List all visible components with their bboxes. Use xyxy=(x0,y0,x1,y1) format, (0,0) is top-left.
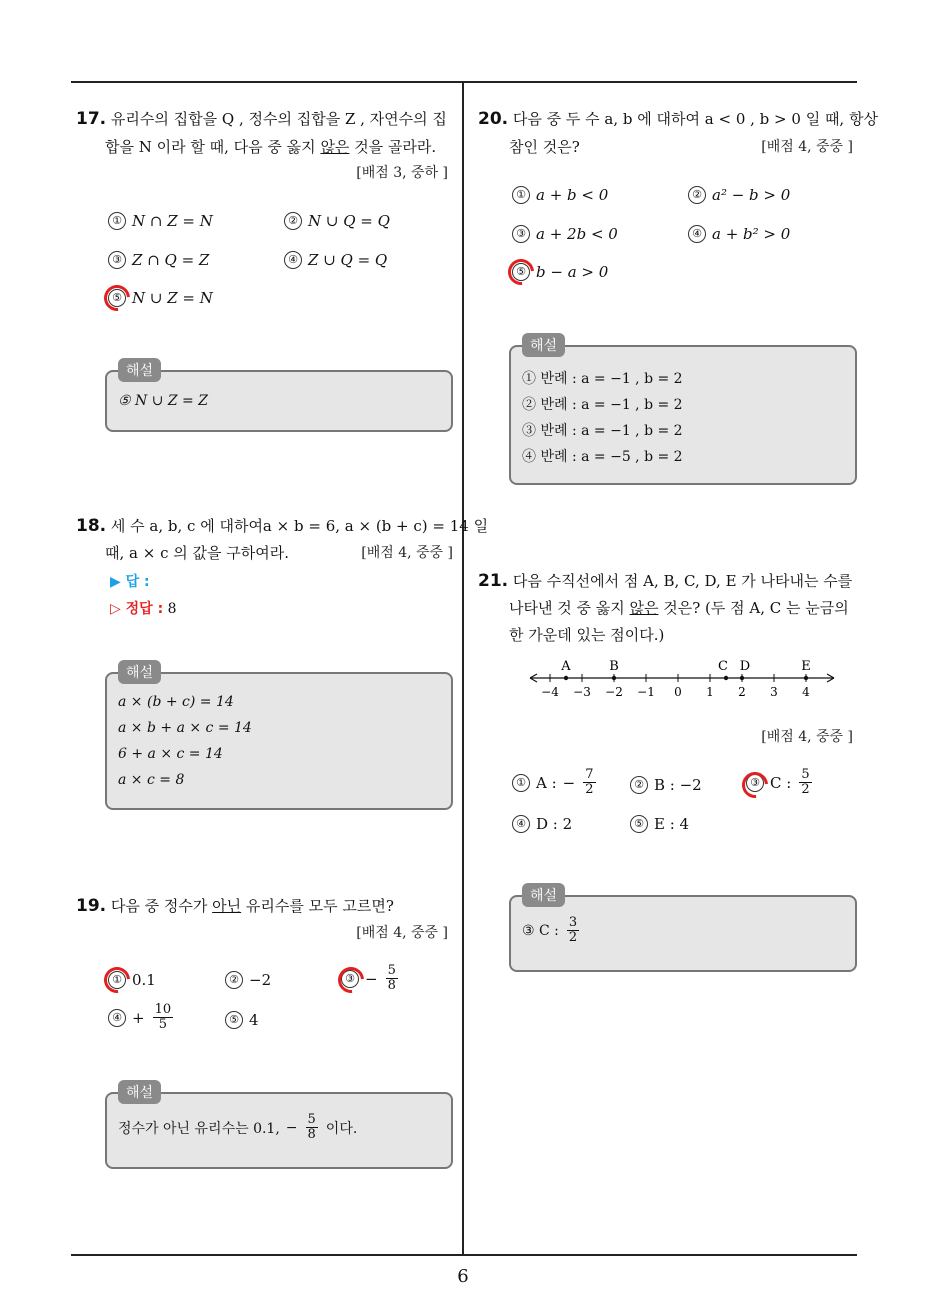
question-20-option-1[interactable] xyxy=(512,186,608,204)
option-number: ④ xyxy=(284,251,302,269)
option-number: ① xyxy=(512,774,530,792)
fraction-numerator: 5 xyxy=(307,1112,316,1127)
question-19-option-4[interactable] xyxy=(108,1003,175,1032)
question-21-option-2[interactable] xyxy=(630,776,702,794)
question-19-number: 19. xyxy=(76,896,107,916)
question-21-option-5[interactable] xyxy=(630,815,689,833)
question-21-line1 xyxy=(478,570,852,591)
question-17-option-3[interactable] xyxy=(108,251,209,269)
number-line xyxy=(526,656,846,700)
question-21-underlined: 않은 xyxy=(629,599,659,617)
option-number: ② xyxy=(225,971,243,989)
question-19-explanation xyxy=(118,1113,357,1142)
option-fraction xyxy=(386,964,398,993)
point-a-label: A xyxy=(561,659,571,674)
question-18-explanation-line-3: 6 + a × c = 14 xyxy=(118,746,223,762)
explanation-tab: 해설 xyxy=(522,333,565,357)
answer-label: ▶ 답 : xyxy=(110,574,150,590)
page-number: 6 xyxy=(457,1266,469,1287)
option-number: ⑤ xyxy=(630,815,648,833)
option-fraction xyxy=(583,768,595,797)
explanation-tab: 해설 xyxy=(522,883,565,907)
option-number: ③ xyxy=(512,225,530,243)
fraction-numerator: 5 xyxy=(387,963,396,978)
explanation-tab: 해설 xyxy=(118,660,161,684)
question-19-underlined: 아닌 xyxy=(212,897,242,915)
tick-label: −1 xyxy=(637,685,655,699)
point-c-dot xyxy=(724,676,728,680)
option-sign: − xyxy=(365,969,378,988)
question-21-score: [배점 4, 중중 ] xyxy=(761,729,853,745)
option-fraction xyxy=(153,1003,174,1032)
fraction-denominator: 2 xyxy=(568,930,578,945)
fraction-denominator: 8 xyxy=(307,1127,316,1142)
option-text: a + b < 0 xyxy=(536,186,609,204)
point-b-dot xyxy=(612,676,616,680)
fraction-denominator: 8 xyxy=(387,978,396,993)
option-number: ③ xyxy=(341,970,359,988)
question-20-explanation-line-2: ② 반례 : a = −1 , b = 2 xyxy=(522,397,683,413)
option-text: 4 xyxy=(249,1011,259,1029)
option-number: ③ xyxy=(746,774,764,792)
point-d-dot xyxy=(740,676,744,680)
question-17-underlined: 않은 xyxy=(320,138,350,156)
tick-label: 2 xyxy=(738,685,746,699)
option-text: a + 2b < 0 xyxy=(536,225,618,243)
tick-label: 3 xyxy=(770,685,778,699)
question-21-line2 xyxy=(509,597,849,618)
explanation-sign: − xyxy=(285,1119,298,1136)
question-18-explanation-line-1: a × (b + c) = 14 xyxy=(118,694,234,710)
explanation-label: ③ C : xyxy=(522,922,559,939)
question-20-explanation-line-4: ④ 반례 : a = −5 , b = 2 xyxy=(522,449,683,465)
question-20-option-4[interactable] xyxy=(688,225,790,243)
top-rule xyxy=(71,81,857,83)
tick-label: 4 xyxy=(802,685,810,699)
question-19-text-b: 유리수를 모두 고르면? xyxy=(241,897,394,915)
question-19-option-5[interactable] xyxy=(225,1011,259,1029)
option-fraction xyxy=(799,768,811,797)
point-c-label: C xyxy=(718,659,728,674)
question-18-text-1: 세 수 a, b, c 에 대하여a × b = 6, a × (b + c) = 14 일 xyxy=(110,517,489,535)
question-17-line2 xyxy=(105,136,436,157)
question-18-explanation-line-2: a × b + a × c = 14 xyxy=(118,720,252,736)
option-number: ④ xyxy=(108,1009,126,1027)
option-number: ① xyxy=(108,212,126,230)
question-21-option-4[interactable] xyxy=(512,815,572,833)
question-21-text-2a: 나타낸 것 중 옳지 xyxy=(509,599,630,617)
explanation-text-b: 이다. xyxy=(325,1120,358,1137)
tick-label: 0 xyxy=(674,685,682,699)
point-a-dot xyxy=(564,676,568,680)
bottom-rule xyxy=(71,1254,857,1256)
question-20-text-1: 다음 중 두 수 a, b 에 대하여 a < 0 , b > 0 일 때, 항상 xyxy=(512,110,878,128)
question-17-option-4[interactable] xyxy=(284,251,387,269)
explanation-text-a: 정수가 아닌 유리수는 0.1, xyxy=(118,1120,280,1137)
question-18-line2: 때, a × c 의 값을 구하여라. xyxy=(105,544,289,562)
option-text: B : −2 xyxy=(654,776,702,794)
option-sign: + xyxy=(132,1008,145,1027)
option-sign: − xyxy=(562,773,576,792)
point-d-label: D xyxy=(739,659,751,674)
question-17-text-2a: 합을 N 이라 할 때, 다음 중 옳지 xyxy=(105,138,321,156)
option-number: ① xyxy=(512,186,530,204)
explanation-fraction xyxy=(567,916,579,945)
question-19-line1 xyxy=(76,895,394,916)
fraction-denominator: 2 xyxy=(801,782,810,797)
question-20-option-2[interactable] xyxy=(688,186,790,204)
question-20-line1 xyxy=(478,108,878,129)
option-text: N ∪ Z = N xyxy=(132,289,213,307)
question-18-line1 xyxy=(76,515,488,536)
option-number: ① xyxy=(108,971,126,989)
column-divider xyxy=(462,82,464,1256)
question-21-text-2b: 것은? (두 점 A, C 는 눈금의 xyxy=(658,599,849,617)
question-21-text-1: 다음 수직선에서 점 A, B, C, D, E 가 나타내는 수를 xyxy=(512,572,853,590)
question-20-score: [배점 4, 중중 ] xyxy=(761,139,853,155)
fraction-numerator: 10 xyxy=(154,1002,172,1017)
tick-label: 1 xyxy=(706,685,714,699)
option-label: C : xyxy=(770,773,792,792)
question-17-option-1[interactable] xyxy=(108,212,213,230)
option-number: ④ xyxy=(512,815,530,833)
question-17-explanation: ⑤ N ∪ Z = Z xyxy=(118,393,208,409)
option-text: a² − b > 0 xyxy=(712,186,791,204)
question-21-number: 21. xyxy=(478,571,509,591)
question-20-line2: 참인 것은? xyxy=(509,138,580,156)
question-17-option-2[interactable] xyxy=(284,212,390,230)
point-e-dot xyxy=(804,676,808,680)
question-18-explanation-line-4: a × c = 8 xyxy=(118,772,185,788)
question-17-number: 17. xyxy=(76,109,107,129)
option-text: b − a > 0 xyxy=(536,263,609,281)
option-number: ③ xyxy=(108,251,126,269)
answer-circle-mark xyxy=(99,962,136,999)
explanation-tab: 해설 xyxy=(118,1080,161,1104)
question-17-line1 xyxy=(76,108,447,129)
question-18-score: [배점 4, 중중 ] xyxy=(361,545,453,561)
fraction-denominator: 2 xyxy=(585,782,594,797)
question-20-option-3[interactable] xyxy=(512,225,618,243)
question-17-text-1: 유리수의 집합을 Q , 정수의 집합을 Z , 자연수의 집 xyxy=(110,110,447,128)
answer-circle-mark xyxy=(99,280,136,317)
option-text: Z ∩ Q = Z xyxy=(132,251,210,269)
fraction-numerator: 3 xyxy=(568,915,578,930)
option-text: N ∪ Q = Q xyxy=(308,212,390,230)
option-number: ② xyxy=(284,212,302,230)
correct-answer-value: 8 xyxy=(167,601,177,617)
option-text: N ∩ Z = N xyxy=(132,212,213,230)
question-20-explanation-line-3: ③ 반례 : a = −1 , b = 2 xyxy=(522,423,683,439)
question-19-text-a: 다음 중 정수가 xyxy=(110,897,213,915)
tick-label: −3 xyxy=(573,685,591,699)
point-e-label: E xyxy=(801,659,811,674)
question-17-score: [배점 3, 중하 ] xyxy=(356,165,448,181)
option-text: Z ∪ Q = Q xyxy=(308,251,388,269)
point-b-label: B xyxy=(609,659,619,674)
option-number: ② xyxy=(630,776,648,794)
question-18-number: 18. xyxy=(76,516,107,536)
question-19-option-2[interactable] xyxy=(225,971,271,989)
option-text: E : 4 xyxy=(654,815,690,833)
option-label: A : xyxy=(536,773,557,792)
option-number: ⑤ xyxy=(108,289,126,307)
fraction-numerator: 5 xyxy=(801,767,810,782)
fraction-numerator: 7 xyxy=(585,767,594,782)
option-number: ⑤ xyxy=(512,263,530,281)
question-21-explanation xyxy=(522,916,581,945)
explanation-fraction xyxy=(306,1113,318,1142)
question-20-number: 20. xyxy=(478,109,509,129)
tick-label: −2 xyxy=(605,685,623,699)
answer-circle-mark xyxy=(503,254,540,291)
question-21-option-1[interactable] xyxy=(512,768,598,797)
option-text: a + b² > 0 xyxy=(712,225,791,243)
question-19-score: [배점 4, 중중 ] xyxy=(356,925,448,941)
option-text: D : 2 xyxy=(536,815,573,833)
explanation-tab: 해설 xyxy=(118,358,161,382)
option-number: ⑤ xyxy=(225,1011,243,1029)
option-number: ④ xyxy=(688,225,706,243)
option-text: 0.1 xyxy=(132,971,156,989)
option-number: ② xyxy=(688,186,706,204)
question-17-text-2b: 것을 골라라. xyxy=(349,138,437,156)
question-18-explanation-box xyxy=(105,672,453,810)
option-text: −2 xyxy=(249,971,272,989)
correct-answer-label: ▷ 정답 : xyxy=(110,601,164,617)
tick-label: −4 xyxy=(541,685,559,699)
question-21-line3: 한 가운데 있는 점이다.) xyxy=(509,626,665,644)
correct-answer xyxy=(110,598,177,618)
question-20-explanation-line-1: ① 반례 : a = −1 , b = 2 xyxy=(522,371,683,387)
fraction-denominator: 5 xyxy=(158,1017,167,1032)
